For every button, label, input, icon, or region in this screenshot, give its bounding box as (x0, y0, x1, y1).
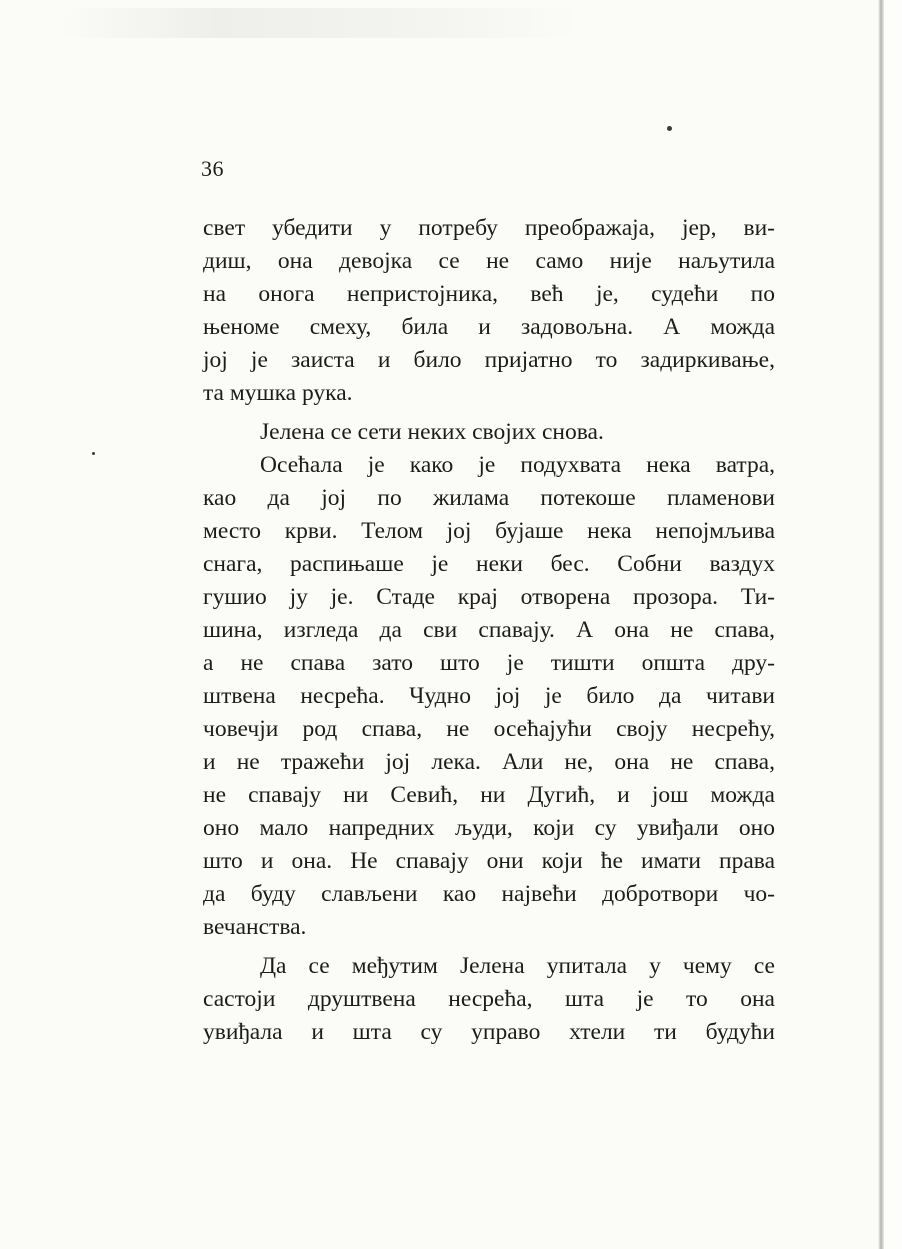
paragraph (203, 212, 775, 410)
text-line: Јелена се сети неких својих снова. (260, 419, 604, 445)
text-line: увиђала и шта су управо хтели ти будући (203, 1019, 775, 1045)
text-line: као да јој по жилама потекоше пламенови (203, 485, 775, 511)
text-line: свет убедити у потребу преображаја, јер, ви- (203, 215, 775, 241)
scan-smudge (60, 8, 580, 38)
text-line: Осећала је како је подухвата нека ватра, (260, 452, 775, 478)
text-line: и не тражећи јој лека. Али не, она не спава, (203, 749, 775, 775)
text-line: гушио ју је. Стаде крај отворена прозора. Ти- (203, 584, 775, 610)
body-text (203, 212, 775, 1049)
text-line: јој је заиста и било пријатно то задиркивање, (203, 347, 775, 373)
paragraph (203, 416, 775, 449)
page-margin-right (884, 0, 902, 1249)
text-line: Да се међутим Јелена упитала у чему се (260, 953, 775, 979)
text-line: не спавају ни Севић, ни Дугић, и још можда (203, 782, 775, 808)
text-line: састоји друштвена несрећа, шта је то она (203, 986, 775, 1012)
text-line: штвена несрећа. Чудно јој је било да читави (203, 683, 775, 709)
text-line: место крви. Телом јој бујаше нека непојмљива (203, 518, 775, 544)
text-line: оно мало напредних људи, који су увиђали оно (203, 815, 775, 841)
ink-speck (92, 452, 95, 455)
text-line: њеноме смеху, била и задовољна. А можда (203, 314, 775, 340)
text-line: вечанства. (203, 914, 307, 940)
ink-speck (667, 126, 672, 131)
text-line: а не спава зато што је тишти општа дру- (203, 650, 775, 676)
text-line: што и она. Не спавају они који ће имати права (203, 848, 775, 874)
text-line: да буду слављени као највећи добротвори чо- (203, 881, 775, 907)
paragraph (203, 449, 775, 944)
text-line: диш, она девојка се не само није наљутила (203, 248, 775, 274)
text-line: на онога непристојника, већ је, судећи по (203, 281, 775, 307)
text-line: та мушка рука. (203, 380, 353, 406)
text-line: шина, изгледа да сви спавају. А она не спава, (203, 617, 775, 643)
paragraph (203, 950, 775, 1049)
text-line: снага, распињаше је неки бес. Собни ваздух (203, 551, 775, 577)
page-number: 36 (201, 156, 224, 181)
text-line: човечји род спава, не осећајући своју несрећу, (203, 716, 775, 742)
